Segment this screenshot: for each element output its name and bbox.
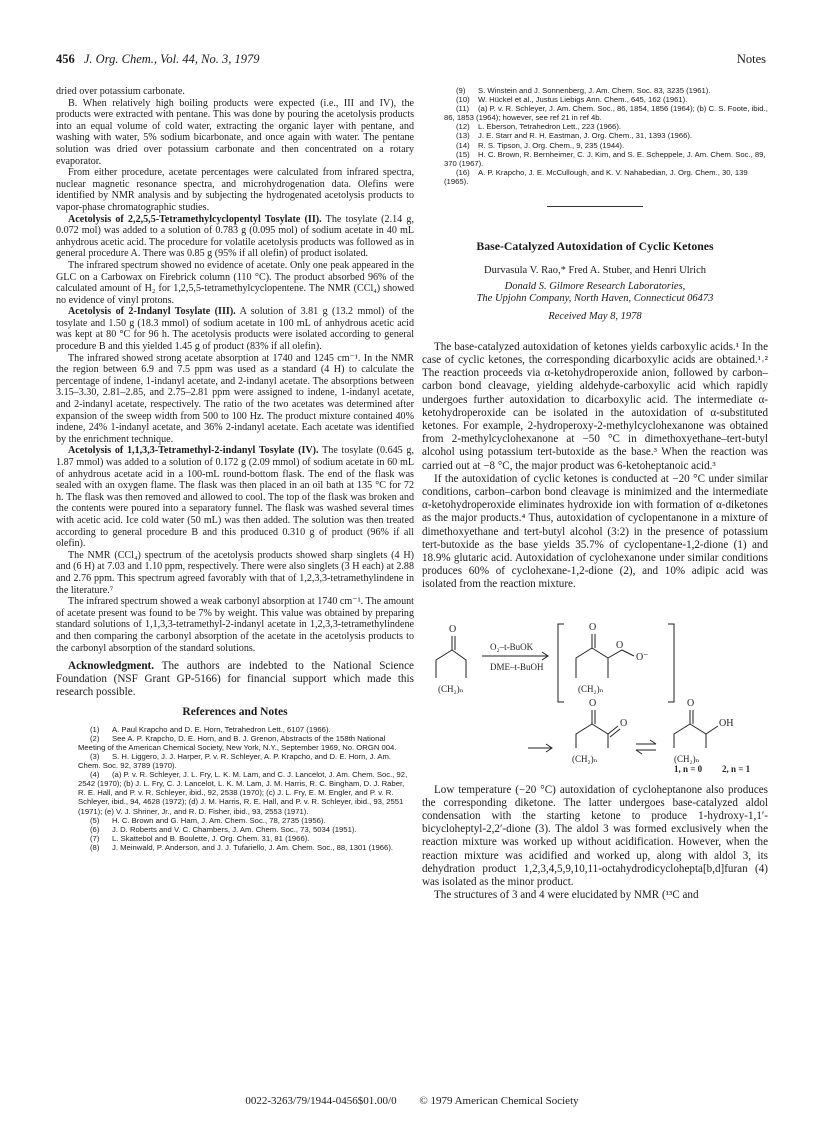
- paragraph: B. When relatively high boiling products were expected (i.e., III and IV), the products were extracted with pentane. This was done by pouring the acetolysis products into an equal volume of cold water, extracting the organic layer with pentane, and washing with water, 5% sodium bicarbonate, and once again with water. The pentane solution was dried over potassium carbonate and then concentrated on a rotary evaporator.: [56, 97, 414, 167]
- carbonyl-bond: [452, 636, 455, 650]
- acknowledgment-heading: Acknowledgment.: [68, 660, 155, 673]
- enol-ring: [674, 724, 706, 748]
- reference-item: [56, 770, 414, 815]
- article-title: Base-Catalyzed Autoxidation of Cyclic Ketones: [476, 239, 714, 254]
- paragraph: [56, 214, 414, 260]
- reference-number: (1): [90, 724, 100, 734]
- reference-item: [422, 104, 768, 122]
- atom-label: O: [620, 717, 628, 729]
- paragraph: Low temperature (−20 °C) autoxidation of cycloheptanone also produces the corresponding diketone. The latter undergoes base-catalyzed aldol condensation with the starting ketone to produce 1-hydroxy-1,1′-bicycloheptyl-2,2′-dione (3). The aldol 3 was formed exclusively when the reaction mixture was worked up without acidification. However, when the reaction mixture was acidified and worked up, along with aldol 3, its dehydration product 1,2,3,4,5,9,10,11-octahydrodicyclohepta[b,d]furan (4) was isolated as the minor product.: [422, 783, 768, 889]
- paragraph: From either procedure, acetate percentages were calculated from infrared spectra, nuclear magnetic resonance spectra, and microhydrogenation data. Olefins were identified by NMR analysis and by subjecting the hydrogenated acetolysis products to vapor-phase chromatographic studies.: [56, 167, 414, 213]
- paragraph: [56, 445, 414, 549]
- equilibrium-arrow-forward: [636, 740, 656, 744]
- compound-label: 1, n = 0: [674, 763, 703, 774]
- atom-label: OH: [719, 717, 734, 729]
- reference-number: (5): [90, 815, 100, 825]
- reference-number: (3): [90, 751, 100, 761]
- reference-item: [56, 752, 414, 770]
- bracket-left: [558, 624, 564, 702]
- atom-label: O: [449, 623, 457, 635]
- reference-item: [422, 122, 768, 131]
- ring-size-label: (CH₂)ₙ: [438, 683, 464, 694]
- article-code: 0022-3263/79/1944-0456$01.00/0: [245, 1095, 397, 1107]
- reference-item: [422, 141, 768, 150]
- reference-number: (8): [90, 842, 100, 852]
- reference-number: (4): [90, 770, 100, 780]
- reference-text: J. E. Starr and R. H. Eastman, J. Org. Chem., 31, 1393 (1966).: [478, 131, 693, 141]
- carbonyl-bond: [592, 634, 595, 648]
- reference-item: [56, 843, 414, 852]
- reference-text: A. P. Krapcho, J. E. McCullough, and K. V. Nahabedian, J. Org. Chem., 30, 139 (1965).: [444, 167, 748, 186]
- ketone-ring: [436, 650, 466, 678]
- paragraph-text: The tosylate (2.14 g, 0.072 mol) was added to a solution of 0.783 g (0.095 mol) of sodium acetate in 40 mL anhydrous acetic acid. The procedure for volatile acetolysis products was followed as in general procedure A. There was 0.85 g (95% if all olefin) of product isolated.: [56, 213, 414, 260]
- paragraph: The infrared spectrum showed a weak carbonyl absorption at 1740 cm⁻¹. The amount of acetate present was found to be 7% by weight. This value was obtained by preparing standard solutions of 1,1,3,3-tetramethyl-2-indanyl acetate in 1,2,3,3-tetramethylindene and then comparing the carbonyl absorption of the acetate in the acetolysis products to the carbonyl absorption of the standard solutions.: [56, 596, 414, 654]
- article-authors: Durvasula V. Rao,* Fred A. Stuber, and Henri Ulrich: [484, 264, 706, 276]
- reference-number: (2): [90, 733, 100, 743]
- reference-text: H. C. Brown and G. Ham, J. Am. Chem. Soc., 78, 2735 (1956).: [112, 815, 326, 825]
- reference-text: L. Skattebol and B. Boulette, J. Org. Chem. 31, 81 (1966).: [112, 833, 310, 843]
- reference-text: R. S. Tipson, J. Org. Chem., 9, 235 (1944).: [478, 140, 625, 150]
- reference-item: [422, 86, 768, 95]
- reference-list-right: [422, 86, 768, 186]
- reference-text: (a) P. v. R. Schleyer, J. Am. Chem. Soc., 86, 1854, 1856 (1964); (b) C. S. Foote, ibid., 86, 1853 (1964); however, see ref 21 in ref 4b.: [444, 104, 768, 123]
- run-in-heading: Acetolysis of 2-Indanyl Tosylate (III).: [68, 306, 236, 318]
- atom-label: O: [616, 639, 624, 651]
- reference-number: (6): [90, 824, 100, 834]
- reaction-scheme-drawing: [422, 598, 768, 776]
- paragraph-text: A solution of 3.81 g (13.2 mmol) of the tosylate and 1.50 g (18.3 mmol) of sodium acetate in 100 mL of anhydrous acetic acid was kept at 80 °C for 96 h. The acetolysis products were isolated according to general procedure B and this yielded 1.45 g of product (83% if all olefin).: [56, 306, 414, 353]
- reagent-label: O₂–t-BuOK: [490, 641, 534, 652]
- reference-item: [422, 150, 768, 168]
- equilibrium-arrow-reverse: [636, 750, 656, 754]
- reference-item: [56, 825, 414, 834]
- reference-text: W. Hückel et al., Justus Liebigs Ann. Chem., 645, 162 (1961).: [478, 95, 688, 105]
- section-name: Notes: [736, 52, 766, 66]
- atom-label: O: [589, 621, 597, 633]
- page-header: [56, 52, 766, 70]
- section-divider: [547, 206, 643, 207]
- paragraph: The infrared showed strong acetate absorption at 1740 and 1245 cm⁻¹. In the NMR the region between 6.9 and 7.5 ppm was used as a standard (4 H) to calculate the percentage of indene, 1-indanyl acetate, and 2-indanyl acetate. The absorptions between 3.15–3.30, 2.81–2.85, and 2.75–2.81 ppm were assigned to indene, 1-indanyl acetate, and 2-indanyl acetate, respectively. The ratio of the two acetates was determined after expansion of the sweep width from 500 to 100 Hz. The product mixture contained 40% indene, 24% 1-indanyl acetate, and 36% 2-indanyl acetate. Each acetate was identified by the enrichment technique.: [56, 352, 414, 445]
- reference-text: H. C. Brown, R. Bernheimer, C. J. Kim, and S. E. Scheppele, J. Am. Chem. Soc., 89, 370 (1967).: [444, 149, 766, 168]
- atom-label: O: [687, 697, 695, 709]
- acknowledgment-text: The authors are indebted to the National Science Foundation (NSF Grant GP-5166) for financial support which made this research possible.: [56, 660, 414, 699]
- paragraph: If the autoxidation of cyclic ketones is conducted at −20 °C under similar conditions, carbon–carbon bond cleavage is minimized and the intermediate α-ketohydroperoxide eliminates hydroxide ion with formation of α-diketones as the major products.⁴ Thus, autoxidation of cyclopentanone in a mixture of dimethoxyethane and tert-butyl alcohol (3:2) in the presence of potassium tert-butoxide as the base yields 35.7% of cyclopentane-1,2-dione (1) and 18.9% glutaric acid. Autoxidation of cyclohexanone under similar conditions produces 60% of cyclohexane-1,2-dione (2), and 10% adipic acid was isolated from the reaction mixture.: [422, 472, 768, 591]
- reference-item: [422, 131, 768, 140]
- run-in-heading: Acetolysis of 2,2,5,5-Tetramethylcyclopentyl Tosylate (II).: [68, 213, 322, 225]
- references-heading: References and Notes: [182, 706, 288, 719]
- reference-number: (13): [456, 131, 470, 141]
- reference-item: [56, 734, 414, 752]
- carbonyl-bond: [592, 710, 595, 724]
- reference-text: A. Paul Krapcho and D. E. Horn, Tetrahedron Lett., 6107 (1966).: [112, 724, 331, 734]
- reference-text: J. Meinwald, P. Anderson, and J. J. Tufariello, J. Am. Chem. Soc., 88, 1301 (1966).: [112, 842, 394, 852]
- reference-item: [422, 95, 768, 104]
- affiliation-line: Donald S. Gilmore Research Laboratories,: [504, 281, 686, 293]
- reference-number: (10): [456, 95, 470, 105]
- left-column: [56, 86, 414, 852]
- carbonyl-bond: [690, 710, 693, 724]
- ring-size-label: (CH₂)ₙ: [674, 753, 700, 764]
- reference-item: [56, 834, 414, 843]
- right-column: [422, 86, 768, 903]
- acknowledgment: [56, 660, 414, 699]
- reaction-scheme: [422, 598, 768, 776]
- paragraph: The base-catalyzed autoxidation of ketones yields carboxylic acids.¹ In the case of cyclic ketones, the corresponding dicarboxylic acids are obtained.¹˒² The reaction proceeds via α-ketohydroperoxide anion, followed by carbon–carbon bond cleavage, yielding aldehyde-carboxylic acid which rapidly undergoes further autoxidation to dicarboxylic acid. The intermediate α-ketohydroperoxide can be isolated in the autoxidation of α-substituted ketones. For example, 2-hydroperoxy-2-methylcyclohexanone was obtained from 2-methylcyclohexanone at −50 °C in dimethoxyethane–tert-butyl alcohol using potassium tert-butoxide as the base.³ When the reaction was carried out at −8 °C, the major product was 6-ketoheptanoic acid.³: [422, 340, 768, 472]
- page-footer: [0, 1095, 824, 1107]
- copyright: © 1979 American Chemical Society: [419, 1095, 579, 1107]
- paragraph: The NMR (CCl₄) spectrum of the acetolysis products showed sharp singlets (4 H) and (6 H) at 7.03 and 1.10 ppm, respectively. There were also singlets (3 H each) at 2.88 and 2.76 ppm. This spectrum agreed favorably with that of 1,2,3,3-tetramethylindene in the literature.⁷: [56, 549, 414, 596]
- reference-number: (9): [456, 86, 466, 95]
- reference-text: S. Winstein and J. Sonnenberg, J. Am. Chem. Soc. 83, 3235 (1961).: [478, 86, 711, 95]
- reference-number: (15): [456, 149, 470, 159]
- compound-label: 2, n = 1: [722, 763, 751, 774]
- reference-text: J. D. Roberts and V. C. Chambers, J. Am. Chem. Soc., 73, 5034 (1951).: [112, 824, 357, 834]
- peroxide-bond: [608, 650, 634, 658]
- reference-number: (7): [90, 833, 100, 843]
- reference-number: (11): [456, 104, 470, 114]
- header-left: [56, 52, 259, 67]
- reference-text: L. Eberson, Tetrahedron Lett., 223 (1966).: [478, 122, 622, 132]
- reference-text: See A. P. Krapcho, D. E. Horn, and B. J. Grenon, Abstracts of the 158th National Meeting of the American Chemical Society, New York, N.Y., September 1969, No. ORGN 004.: [78, 733, 397, 752]
- intermediate-ring: [576, 648, 608, 678]
- reference-list-left: [56, 725, 414, 852]
- paragraph: The structures of 3 and 4 were elucidated by NMR (¹³C and: [434, 889, 699, 902]
- bracket-right: [668, 624, 674, 702]
- atom-label: O⁻: [636, 651, 649, 663]
- journal-citation: J. Org. Chem., Vol. 44, No. 3, 1979: [83, 52, 260, 66]
- page-number: 456: [56, 52, 75, 66]
- received-date: Received May 8, 1978: [548, 311, 642, 323]
- reference-item: [422, 168, 768, 186]
- reference-number: (12): [456, 122, 470, 132]
- paragraph: dried over potassium carbonate.: [56, 86, 185, 97]
- ring-size-label: (CH₂)ₙ: [578, 683, 604, 694]
- run-in-heading: Acetolysis of 1,1,3,3-Tetramethyl-2-indanyl Tosylate (IV).: [68, 445, 319, 457]
- reference-item: [56, 725, 414, 734]
- reference-number: (14): [456, 140, 470, 150]
- reference-number: (16): [456, 167, 470, 177]
- reagent-label: DME–t-BuOH: [490, 661, 544, 672]
- reference-item: [56, 816, 414, 825]
- atom-label: O: [589, 697, 597, 709]
- affiliation-line: The Upjohn Company, North Haven, Connecticut 06473: [476, 293, 714, 305]
- paragraph: [56, 306, 414, 352]
- hydroxyl-bond: [706, 726, 718, 734]
- ring-size-label: (CH₂)ₙ: [572, 753, 598, 764]
- reference-text: (a) P. v. R. Schleyer, J. L. Fry, L. K. M. Lam, and C. J. Lancelot, J. Am. Chem. Soc., 92, 2542 (1970); (b) J. L. Fry, C. J. Lancelot, L. K. M. Lam, J. M. Harris, R. C. Bingham, D. J. Raber, R. E. Hall, and P. v. R. Schleyer, ibid., 92, 2538 (1970); (c) J. L. Fry, E. M. Engler, and P. v. R. Schleyer, ibid., 94, 4628 (1972); (d) J. M. Harris, R. E. Hall, and P. v. R. Schleyer, ibid., 93, 2551 (1971); (e) V. J. Shriner, Jr., and R. D. Fisher, ibid., 93, 2553 (1971).: [78, 770, 408, 816]
- paragraph-text: The tosylate (0.645 g, 1.87 mmol) was added to a solution of 0.172 g (2.09 mmol) of sodium acetate in 60 mL of anhydrous acetate acid in a 100-mL round-bottom flask. The end of the flask was sealed with an oxygen flame. The flask was then placed in an oil bath at 135 °C for 72 h. The flask was then removed and allowed to cool. The top of the flask was broken and the contents were poured into a separatory funnel. The flask was washed several times with acetic acid. Ice cold water (50 mL) was then added. The solution was then treated according to general procedure B and this produced 0.310 g of product (96% if all olefin).: [56, 445, 414, 550]
- reference-text: S. H. Liggero, J. J. Harper, P. v. R. Schleyer, A. P. Krapcho, and D. E. Horn, J. Am. Chem. Soc. 92, 3789 (1970).: [78, 751, 392, 771]
- carbonyl-bond: [608, 726, 620, 737]
- diketone-ring: [576, 724, 608, 748]
- paragraph: The infrared spectrum showed no evidence of acetate. Only one peak appeared in the GLC on a Carbowax on Firebrick column (110 °C). The product absorbed 96% of the calculated amount of H₂ for 1,2,5,5-tetramethylcyclopentene. The NMR (CCl₄) showed no evidence of vinyl protons.: [56, 259, 414, 306]
